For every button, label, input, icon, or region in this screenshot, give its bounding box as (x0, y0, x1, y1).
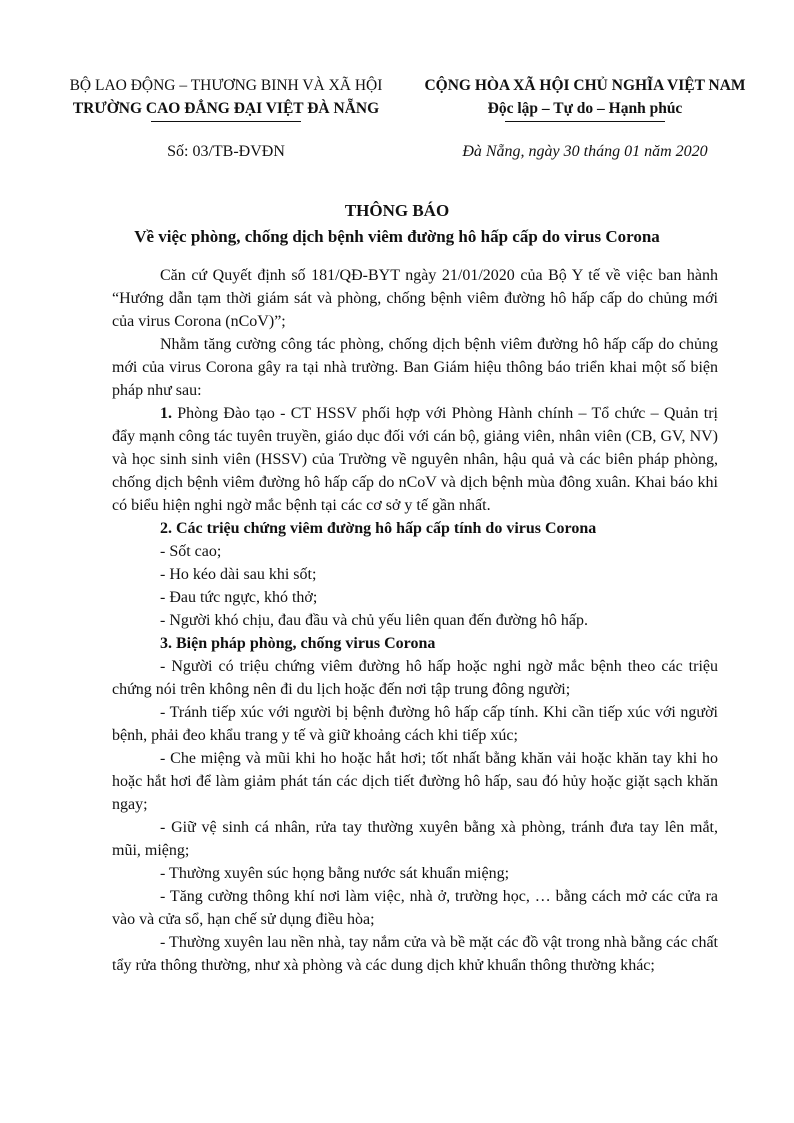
prevention-item: - Thường xuyên lau nền nhà, tay nắm cửa và bề mặt các đồ vật trong nhà bằng các chất tẩy rửa thông thường, như xà phòng và các dung dịch khử khuẩn thông thường khác; (112, 934, 718, 974)
prevention-item: - Tăng cường thông khí nơi làm việc, nhà ở, trường học, … bằng cách mở các cửa ra vào và cửa sổ, hạn chế sử dụng điều hòa; (112, 888, 718, 928)
prevention-item: - Thường xuyên súc họng bằng nước sát khuẩn miệng; (160, 865, 510, 882)
purpose-paragraph: Nhằm tăng cường công tác phòng, chống dịch bệnh viêm đường hô hấp cấp do chủng mới của virus Corona gây ra tại nhà trường. Ban Giám hiệu thông báo triển khai một số biện pháp như sau: (112, 336, 718, 399)
section-1-text: Phòng Đào tạo - CT HSSV phối hợp với Phòng Hành chính – Tổ chức – Quản trị đẩy mạnh công tác tuyên truyền, giáo dục đối với cán bộ, giảng viên, nhân viên (CB, GV, NV) và học sinh sinh viên (HSSV) của Trường về nguyên nhân, hậu quả và các biên pháp phòng, chống dịch bệnh viêm đường hô hấp cấp do nCoV và dịch bệnh mùa đông xuân. Khai báo khi có biểu hiện nghi ngờ mắc bệnh tại các cơ sở y tế gần nhất. (112, 405, 718, 514)
document-subtitle: Về việc phòng, chống dịch bệnh viêm đường hô hấp cấp do virus Corona (134, 227, 660, 246)
motto-underline (505, 121, 665, 122)
document-date: Đà Nẵng, ngày 30 tháng 01 năm 2020 (462, 143, 708, 160)
section-1-number: 1. (160, 405, 172, 422)
symptom-item: - Người khó chịu, đau đầu và chủ yếu liên quan đến đường hô hấp. (160, 612, 588, 629)
section-1-paragraph (112, 402, 718, 517)
national-motto-block (410, 74, 760, 122)
legal-basis-paragraph: Căn cứ Quyết định số 181/QĐ-BYT ngày 21/01/2020 của Bộ Y tế về việc ban hành “Hướng dẫn tạm thời giám sát và phòng, chống bệnh viêm đường hô hấp cấp do chủng mới của virus Corona (nCoV)”; (112, 267, 718, 330)
prevention-item: - Tránh tiếp xúc với người bị bệnh đường hô hấp cấp tính. Khi cần tiếp xúc với người bệnh, phải đeo khẩu trang y tế và giữ khoảng cách khi tiếp xúc; (112, 704, 718, 744)
country-name: CỘNG HÒA XÃ HỘI CHỦ NGHĨA VIỆT NAM (424, 77, 746, 94)
ministry-name: BỘ LAO ĐỘNG – THƯƠNG BINH VÀ XÃ HỘI (69, 77, 383, 94)
symptom-item: - Đau tức ngực, khó thở; (160, 589, 318, 606)
document-number: Số: 03/TB-ĐVĐN (167, 143, 285, 160)
issuer-block (56, 74, 396, 122)
symptom-item: - Ho kéo dài sau khi sốt; (160, 566, 317, 583)
document-body (112, 264, 718, 977)
national-motto: Độc lập – Tự do – Hạnh phúc (487, 100, 683, 117)
prevention-item: - Che miệng và mũi khi ho hoặc hắt hơi; tốt nhất bằng khăn vải hoặc khăn tay khi ho hoặc hắt hơi để làm giảm phát tán các dịch tiết đường hô hấp, sau đó hủy hoặc giặt sạch khăn ngay; (112, 750, 718, 813)
symptom-item: - Sốt cao; (160, 543, 222, 560)
document-title-block (0, 198, 794, 250)
section-3-heading: 3. Biện pháp phòng, chống virus Corona (160, 635, 436, 652)
prevention-item: - Người có triệu chứng viêm đường hô hấp hoặc nghi ngờ mắc bệnh theo các triệu chứng nói trên không nên đi du lịch hoặc đến nơi tập trung đông người; (112, 658, 718, 698)
issuer-underline (151, 121, 301, 122)
prevention-item: - Giữ vệ sinh cá nhân, rửa tay thường xuyên bằng xà phòng, tránh đưa tay lên mắt, mũi, miệng; (112, 819, 718, 859)
document-title: THÔNG BÁO (344, 201, 450, 220)
school-name: TRƯỜNG CAO ĐẲNG ĐẠI VIỆT ĐÀ NẴNG (72, 100, 380, 117)
section-2-heading: 2. Các triệu chứng viêm đường hô hấp cấp tính do virus Corona (160, 520, 597, 537)
